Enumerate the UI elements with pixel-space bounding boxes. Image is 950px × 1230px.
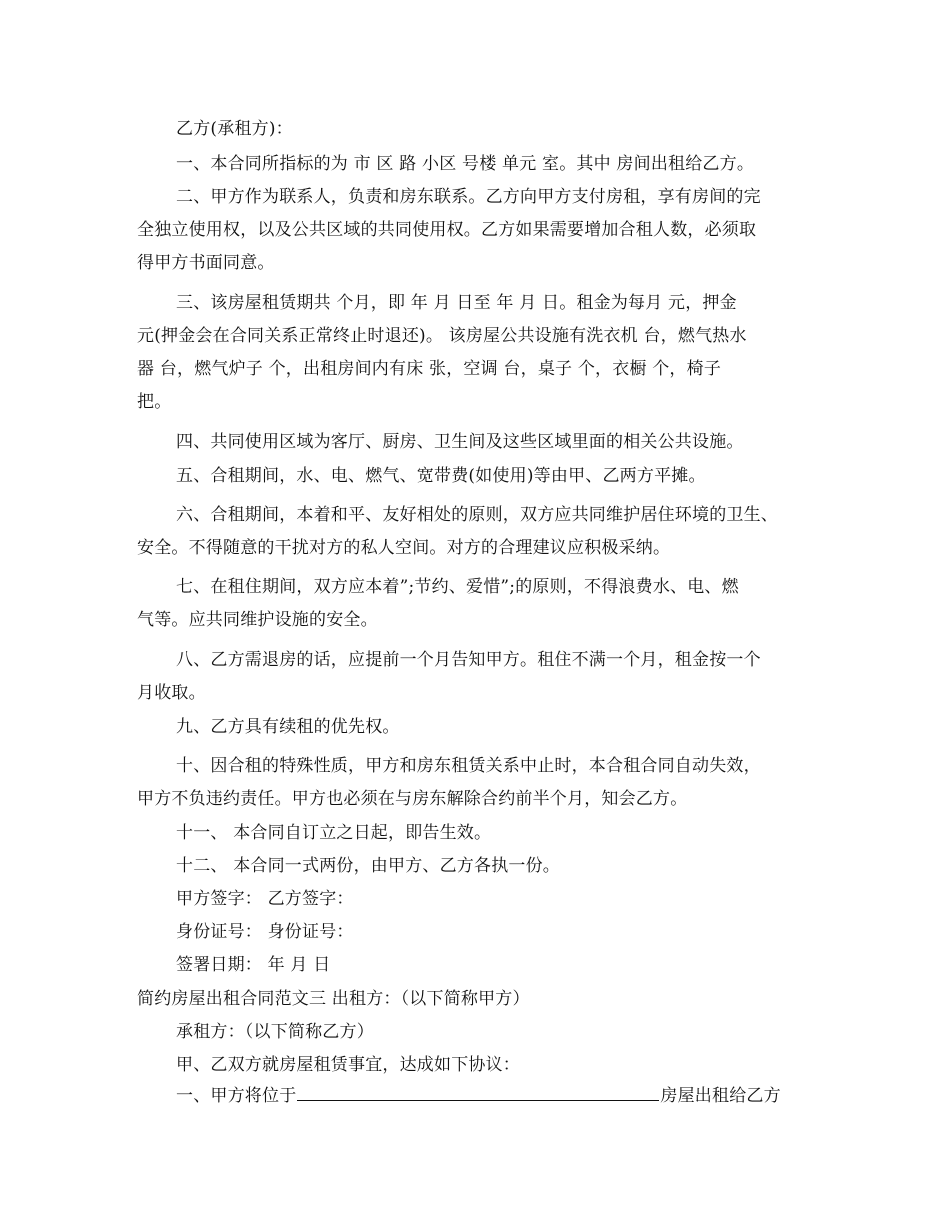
paragraph-line: 甲方不负违约责任。甲方也必须在与房东解除合约前半个月，知会乙方。	[137, 789, 688, 809]
fill-in-blank[interactable]	[297, 1086, 659, 1101]
paragraph-line: 承租方：（以下简称乙方）	[176, 1022, 374, 1042]
paragraph-line: 气等。应共同维护设施的安全。	[137, 610, 378, 630]
paragraph-line: 安全。不得随意的干扰对方的私人空间。对方的合理建议应积极采纳。	[137, 538, 671, 558]
line-prefix: 一、甲方将位于	[176, 1086, 297, 1106]
paragraph-line: 把。	[137, 392, 172, 412]
paragraph-line: 十、因合租的特殊性质，甲方和房东租赁关系中止时，本合租合同自动失效，	[176, 756, 761, 776]
paragraph-line: 元(押金会在合同关系正常终止时退还)。 该房屋公共设施有洗衣机 台，燃气热水	[137, 326, 747, 346]
paragraph-line: 签署日期： 年 月 日	[176, 955, 331, 975]
paragraph-line: 七、在租住期间，双方应本着”;节约、爱惜”;的原则，不得浪费水、电、燃	[176, 577, 739, 597]
paragraph-line: 十一、 本合同自订立之日起，即告生效。	[176, 823, 492, 843]
paragraph-line: 全独立使用权，以及公共区域的共同使用权。乙方如果需要增加合租人数，必须取	[137, 220, 757, 240]
paragraph-line: 月收取。	[137, 683, 206, 703]
paragraph-line: 十二、 本合同一式两份，由甲方、乙方各执一份。	[176, 856, 561, 876]
paragraph-line: 三、该房屋租赁期共 个月，即 年 月 日至 年 月 日。租金为每月 元，押金	[176, 293, 737, 313]
paragraph-line: 甲、乙双方就房屋租赁事宜，达成如下协议：	[176, 1055, 520, 1075]
paragraph-line: 四、共同使用区域为客厅、厨房、卫生间及这些区域里面的相关公共设施。	[176, 432, 744, 452]
paragraph-line: 二、甲方作为联系人，负责和房东联系。乙方向甲方支付房租，享有房间的完	[176, 187, 761, 207]
paragraph-line: 六、合租期间，本着和平、友好相处的原则，双方应共同维护居住环境的卫生、	[176, 505, 778, 525]
paragraph-line: 得甲方书面同意。	[137, 253, 275, 273]
paragraph-line: 一、本合同所指标的为 市 区 路 小区 号楼 单元 室。其中 房间出租给乙方。	[176, 154, 755, 174]
paragraph-line: 五、合租期间，水、电、燃气、宽带费(如使用)等由甲、乙两方平摊。	[176, 466, 706, 486]
paragraph-line: 器 台，燃气炉子 个，出租房间内有床 张，空调 台，桌子 个，衣橱 个，椅子	[137, 359, 722, 379]
paragraph-line: 身份证号： 身份证号：	[176, 922, 354, 942]
line-suffix: 房屋出租给乙方	[660, 1086, 781, 1106]
paragraph-line: 甲方签字： 乙方签字：	[176, 889, 354, 909]
paragraph-line: 乙方(承租方)：	[176, 119, 293, 139]
paragraph-line: 八、乙方需退房的话，应提前一个月告知甲方。租住不满一个月，租金按一个	[176, 650, 761, 670]
paragraph-line	[176, 1085, 781, 1107]
paragraph-line: 简约房屋出租合同范文三 出租方：（以下简称甲方）	[137, 989, 530, 1009]
paragraph-line: 九、乙方具有续租的优先权。	[176, 717, 400, 737]
